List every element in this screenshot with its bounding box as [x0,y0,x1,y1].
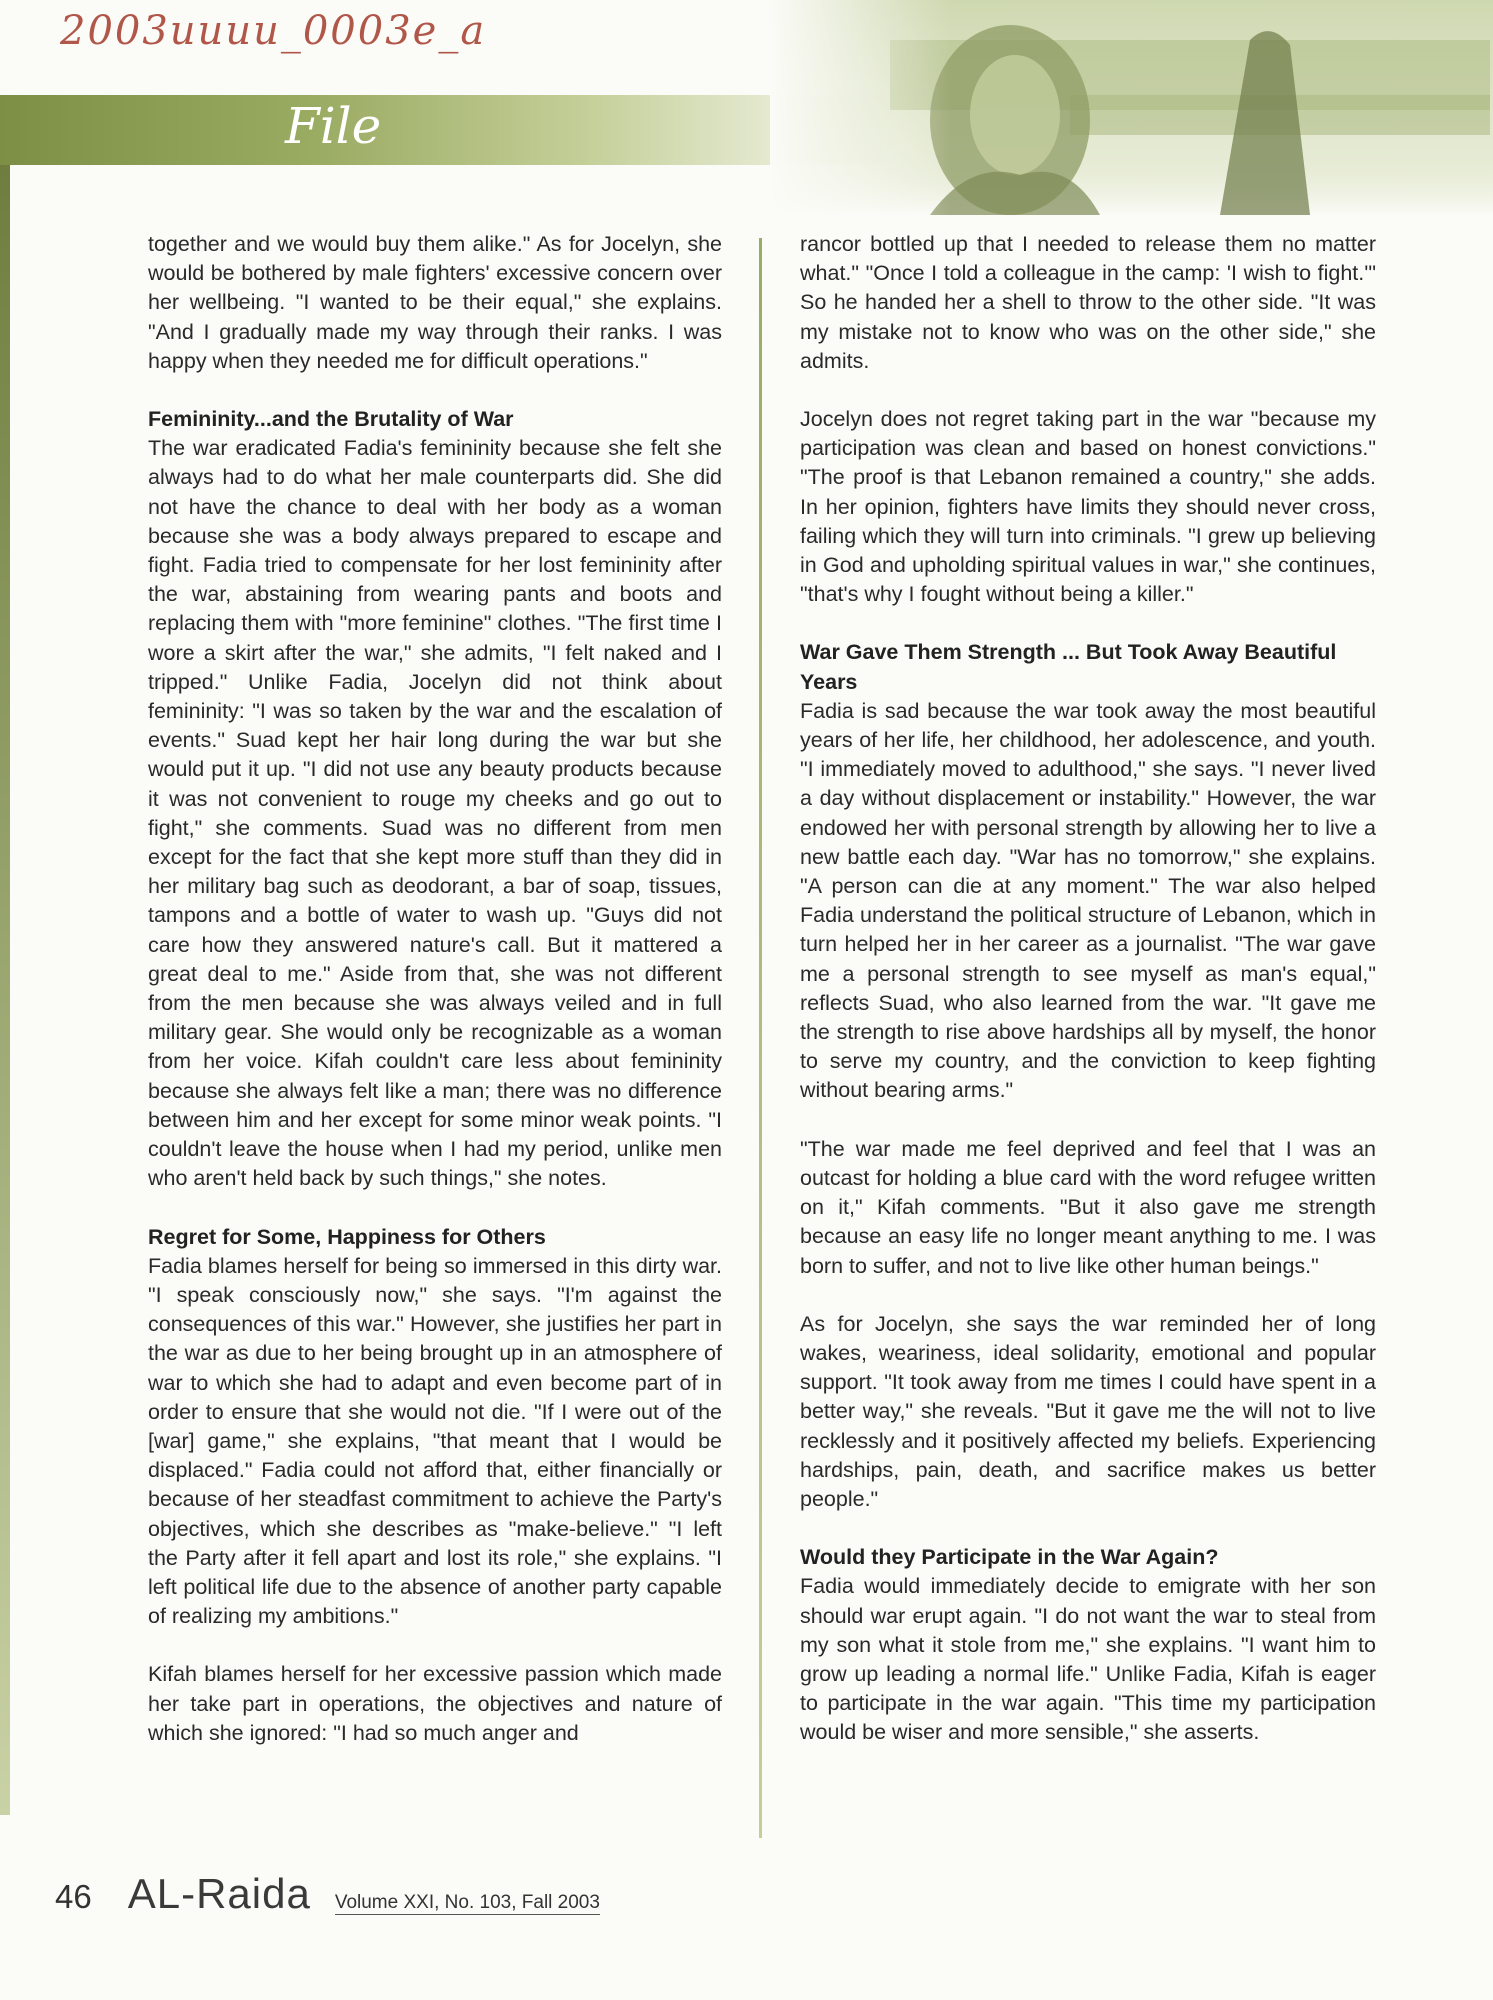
header-photo [770,0,1493,215]
page-number: 46 [55,1878,92,1915]
section-heading: Would they Participate in the War Again? [800,1545,1219,1570]
paragraph: Kifah blames herself for her excessive passion which made her take part in operations, the objectives and nature of which she ignored: "I had so much anger and [148,1662,722,1745]
paragraph: Jocelyn does not regret taking part in the war "because my participation was clean and based on honest convictions." "The proof is that Lebanon remained a country," she adds. In her opinion, fighters have limits they should never cross, failing which they will turn into criminals. "I grew up believing in God and upholding spiritual values in war," she continues, "that's why I fought without being a killer." [800,407,1376,607]
paragraph: Fadia would immediately decide to emigrate with her son should war erupt again. "I do not want the war to steal from my son what it stole from me," she explains. "I want him to grow up leading a normal life." Unlike Fadia, Kifah is eager to participate in the war again. "This time my participation would be wiser and more sensible," she asserts. [800,1574,1376,1745]
paragraph: Fadia blames herself for being so immersed in this dirty war. "I speak consciously now," she says. "I'm against the consequences of this war." However, she justifies her part in the war as due to her being brought up in an atmosphere of war to which she had to adapt and even become part of in order to ensure that she would not die. "If I were out of the [war] game," she explains, "that meant that I would be displaced." Fadia could not afford that, either financially or because of her steadfast commitment to achieve the Party's objectives, which she describes as "make-believe." "I left the Party after it fell apart and lost its role," she explains. "I left political life due to the absence of another party capable of realizing my ambitions." [148,1253,722,1629]
paragraph: rancor bottled up that I needed to release them no matter what." "Once I told a colleague in the camp: 'I wish to fight.'" So he handed her a shell to throw to the other side. "It was my mistake not to know who was on the other side," she admits. [800,232,1376,373]
paragraph: "The war made me feel deprived and feel that I was an outcast for holding a blue card with the word refugee written on it," Kifah comments. "But it also gave me strength because an easy life no longer meant anything to me. I was born to suffer, and not to live like other human beings." [800,1136,1376,1278]
column-divider [759,238,762,1838]
section-heading: War Gave Them Strength ... But Took Away Beautiful Years [800,640,1337,694]
right-column [800,230,1376,1777]
left-column [148,230,722,1777]
volume-info: Volume XXI, No. 103, Fall 2003 [334,1892,600,1913]
left-accent-bar [0,95,10,1815]
magazine-title: AL-Raida [127,1870,311,1917]
page-footer [55,1870,600,1930]
paragraph: together and we would buy them alike." As for Jocelyn, she would be bothered by male fighters' excessive concern over her wellbeing. "I wanted to be their equal," she explains. "And I gradually made my way through their ranks. I was happy when they needed me for difficult operations." [148,232,722,373]
handwritten-note: 2003uuuu_0003e_a [60,8,487,54]
section-label: File [285,97,382,155]
section-banner [0,95,900,165]
section-heading: Regret for Some, Happiness for Others [148,1224,546,1249]
paragraph: The war eradicated Fadia's femininity because she felt she always had to do what her male counterparts did. She did not have the chance to deal with her body as a woman because she was a body always prepared to escape and fight. Fadia tried to compensate for her lost femininity after the war, abstaining from wearing pants and boots and replacing them with "more feminine" clothes. "The first time I wore a skirt after the war," she admits, "I felt naked and I tripped." Unlike Fadia, Jocelyn did not think about femininity: "I was so taken by the war and the escalation of events." Suad kept her hair long during the war but she would put it up. "I did not use any beauty products because it was not convenient to rouge my cheeks and go out to fight," she comments. Suad was no different from men except for the fact that she kept more stuff than they did in her military bag such as deodorant, a bar of soap, tissues, tampons and a bottle of water to wash up. "Guys did not care how they answered nature's call. But it mattered a great deal to me." Aside from that, she was not different from the men because she was always veiled and in full military gear. She would only be recognizable as a woman from her voice. Kifah couldn't care less about femininity because she always felt like a man; there was no difference between him and her except for some minor weak points. "I couldn't leave the house when I had my period, unlike men who aren't held back by such things," she notes. [148,436,722,1191]
paragraph: As for Jocelyn, she says the war reminded her of long wakes, weariness, ideal solidarity, emotional and popular support. "It took away from me times I could have spent in a better way," she reveals. "But it gave me the will not to live recklessly and it positively affected my beliefs. Experiencing hardships, pain, death, and sacrifice makes us better people." [800,1311,1376,1511]
section-heading: Femininity...and the Brutality of War [148,407,514,432]
paragraph: Fadia is sad because the war took away the most beautiful years of her life, her childhood, her adolescence, and youth. "I immediately moved to adulthood," she says. "I never lived a day without displacement or instability." However, the war endowed her with personal strength by allowing her to live a new battle each day. "War has no tomorrow," she explains. "A person can die at any moment." The war also helped Fadia understand the political structure of Lebanon, which in turn helped her in her career as a journalist. "The war gave me a personal strength to see myself as man's equal," reflects Suad, who also learned from the war. "It gave me the strength to rise above hardships all by myself, the honor to serve my country, and the conviction to keep fighting without bearing arms." [800,698,1376,1103]
